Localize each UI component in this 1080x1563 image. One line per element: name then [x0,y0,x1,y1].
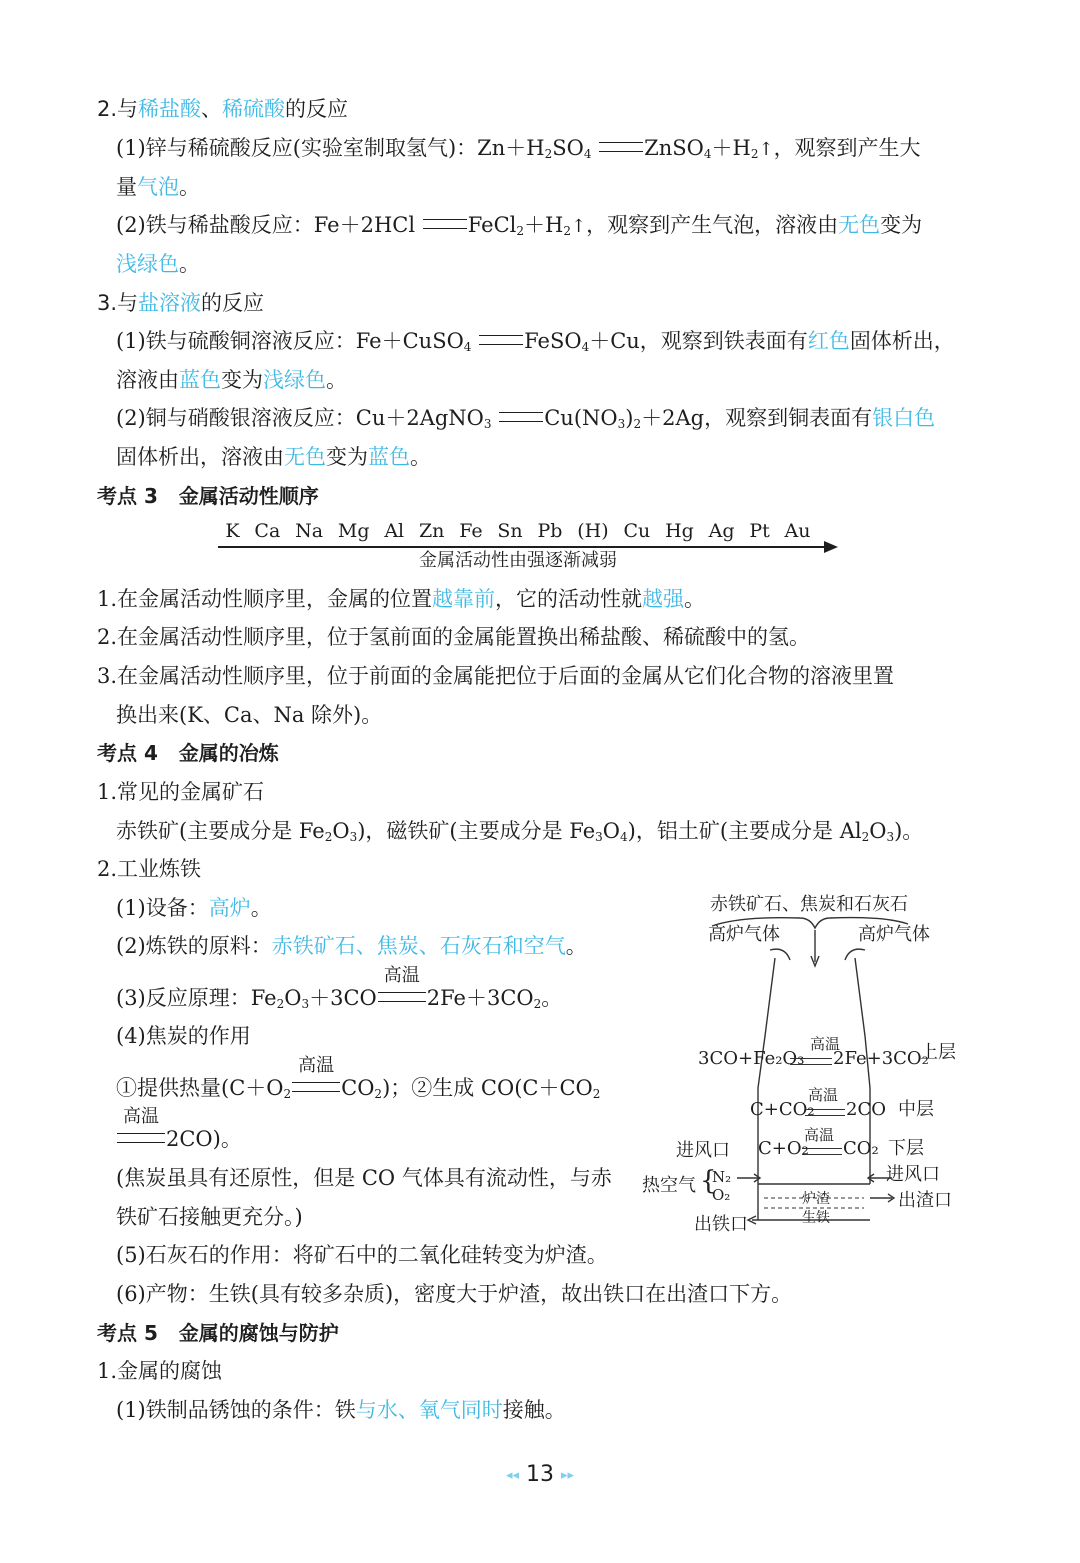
middle-reaction-equals [805,1109,845,1116]
section2-item1-line2: 量气泡。 [116,175,200,199]
brace-icon: { [700,1166,717,1196]
metal-symbol: Au [784,520,811,542]
coke-note-line2: 铁矿石接触更充分。) [116,1205,303,1229]
left-arrows-icon: ◂◂ [505,1468,519,1483]
equals-sign [499,412,543,422]
kaodian3-point1: 1.在金属活动性顺序里，金属的位置越靠前，它的活动性就越强。 [97,587,706,611]
section2-item2-line2: 浅绿色。 [116,252,200,276]
section3-item2-line2: 固体析出，溶液由无色变为蓝色。 [116,445,431,469]
upper-reaction-condition: 高温 [810,1035,841,1053]
arrow-right-icon [824,541,838,553]
ironmaking-item2: (2)炼铁的原料：赤铁矿石、焦炭、石灰石和空气。 [116,934,587,958]
coke-role-line2: 高温 2CO)。 [116,1124,242,1154]
middle-layer-label: 中层 [898,1099,934,1120]
gas-arrow-icon: ↑ [758,139,774,160]
coke-role-line1: ①提供热量($C+O_2$ 高温 $CO_2$)；②生成 $CO(C+CO_2$ [116,1055,601,1101]
lower-reaction-products: CO₂ [843,1138,879,1159]
metal-symbol: Pb [537,520,563,542]
oxygen-label: O₂ [712,1186,731,1204]
kaodian3-point3-line1: 3.在金属活动性顺序里，位于前面的金属能把位于后面的金属从它们化合物的溶液里置 [97,664,895,688]
kaodian4-heading: 考点 4 金属的冶炼 [97,741,279,765]
lower-reaction-equals [802,1148,842,1155]
right-arrows-icon: ▸▸ [561,1468,575,1483]
equals-with-condition: 高温 [292,1082,340,1092]
section3-item1-line1: (1)铁与硫酸铜溶液反应：Fe＋CuSO$_4$ FeSO$_4$＋Cu，观察到铁表面有红色固体析出， [116,329,955,354]
gas-arrow-icon: ↑ [571,216,587,237]
activity-series-diagram [218,518,838,578]
kaodian4-point1-title: 1.常见的金属矿石 [97,780,265,804]
pig-iron-label: 生铁 [802,1210,830,1226]
metal-symbol: Hg [665,520,694,542]
ores-line: 赤铁矿(主要成分是 $Fe_2O_3$)，磁铁矿(主要成分是 $Fe_3O_4$)，铝土矿(主要成分是 $Al_2O_3$)。 [116,819,924,844]
section3-title: 3.与盐溶液的反应 [97,291,265,315]
metal-symbol: (H) [577,520,609,542]
kaodian3-heading: 考点 3 金属活动性顺序 [97,484,319,508]
furnace-gas-left-label: 高炉气体 [708,924,780,945]
ironmaking-item4: (4)焦炭的作用 [116,1024,251,1048]
upper-layer-label: 上层 [920,1042,956,1063]
kaodian4-point2-title: 2.工业炼铁 [97,857,202,881]
section3-item2-line1: (2)铜与硝酸银溶液反应：Cu＋2AgNO$_3$ $Cu(NO_3)_2+2Ag$，观察到铜表面有银白色 [116,406,936,431]
equals-sign [479,335,523,345]
kaodian3-point2: 2.在金属活动性顺序里，位于氢前面的金属能置换出稀盐酸、稀硫酸中的氢。 [97,625,811,649]
equals-with-condition: 高温 [117,1133,165,1143]
activity-arrow-caption: 金属活动性由强逐渐减弱 [419,550,617,571]
metal-symbol: Na [295,520,324,542]
metal-symbol: Cu [623,520,651,542]
metal-symbol: Ag [708,520,735,542]
blast-furnace-diagram [640,888,970,1248]
metal-symbol: Mg [337,520,370,542]
middle-reaction-products: 2CO [846,1099,886,1120]
ironmaking-item1: (1)设备：高炉。 [116,896,272,920]
lower-layer-label: 下层 [888,1138,924,1159]
metal-symbol: Al [384,520,405,542]
metal-symbol: Sn [497,520,523,542]
section2-item1-line1: (1)锌与稀硫酸反应(实验室制取氢气)：$Zn+H_2SO_4$ $ZnSO_4+H_2↑$，观察到产生大 [116,136,921,161]
nitrogen-label: N₂ [712,1168,732,1186]
section2-item2-line1: (2)铁与稀盐酸反应：Fe＋2HCl $FeCl_2+H_2↑$，观察到产生气泡，溶液由无色变为 [116,213,923,238]
air-inlet-right-label: 进风口 [886,1164,940,1185]
metal-symbol: K [225,520,240,542]
metal-symbol: Fe [459,520,483,542]
air-inlet-left-label: 进风口 [676,1140,730,1161]
hot-air-label: 热空气 [642,1175,696,1196]
rusting-condition: (1)铁制品锈蚀的条件：铁与水、氧气同时接触。 [116,1398,566,1422]
kaodian5-point1-title: 1.金属的腐蚀 [97,1359,223,1383]
equals-with-condition: 高温 [378,992,426,1002]
kaodian3-point3-line2: 换出来(K、Ca、Na 除外)。 [116,703,383,727]
section2-title: 2.与稀盐酸、稀硫酸的反应 [97,97,349,121]
middle-reaction-reactants: C+CO₂ [750,1099,815,1120]
kaodian5-heading: 考点 5 金属的腐蚀与防护 [97,1321,339,1345]
metal-symbol: Pt [749,520,770,542]
metal-symbol: Ca [254,520,281,542]
page-number-value: 13 [526,1462,554,1487]
upper-reaction-products: 2Fe+3CO₂ [833,1048,929,1069]
coke-note-line1: (焦炭虽具有还原性，但是 CO 气体具有流动性，与赤 [116,1166,612,1190]
upper-reaction-reactants: 3CO+Fe₂O₃ [698,1048,805,1069]
ironmaking-item3: (3)反应原理：$Fe_2O_3+3CO$ 高温 $2Fe+3CO_2$。 [116,965,563,1011]
furnace-feed-label: 赤铁矿石、焦炭和石灰石 [710,894,908,915]
ironmaking-item5: (5)石灰石的作用：将矿石中的二氧化硅转变为炉渣。 [116,1243,608,1267]
equals-sign [423,219,467,229]
equals-sign [599,142,643,152]
metal-list [218,518,818,544]
lower-reaction-reactants: C+O₂ [758,1138,809,1159]
iron-outlet-label: 出铁口 [694,1214,748,1235]
furnace-gas-right-label: 高炉气体 [858,924,930,945]
upper-reaction-equals [790,1058,832,1065]
slag-label: 炉渣 [802,1191,830,1207]
ironmaking-item6: (6)产物：生铁(具有较多杂质)，密度大于炉渣，故出铁口在出渣口下方。 [116,1282,793,1306]
slag-outlet-label: 出渣口 [898,1190,952,1211]
page-number [0,1460,1080,1491]
metal-symbol: Zn [418,520,445,542]
section3-item1-line2: 溶液由蓝色变为浅绿色。 [116,368,347,392]
lower-reaction-condition: 高温 [804,1126,835,1144]
middle-reaction-condition: 高温 [808,1086,839,1104]
